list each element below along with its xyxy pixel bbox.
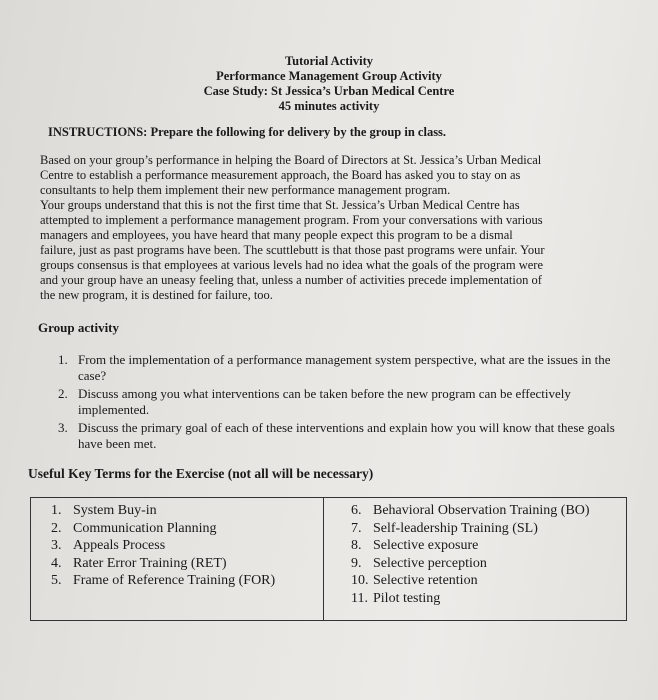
instructions-heading: INSTRUCTIONS: Prepare the following for delivery by the group in class.	[48, 125, 447, 139]
header-line-1: Tutorial Activity	[284, 54, 374, 68]
header-line-4: 45 minutes activity	[278, 99, 380, 113]
body-line: groups consensus is that employees at various levels had no idea what the goals of the program were	[40, 258, 543, 272]
body-line: the new program, it is destined for failure, too.	[40, 288, 273, 302]
term-number: 9.	[351, 555, 362, 571]
term-text: Rater Error Training (RET)	[73, 555, 227, 571]
term-number: 6.	[351, 503, 362, 518]
term-number: 7.	[351, 520, 362, 536]
body-line: Based on your group’s performance in helping the Board of Directors at St. Jessica’s Urban Medical	[40, 153, 542, 167]
group-activity-list	[58, 352, 618, 454]
header-line-2: Performance Management Group Activity	[216, 69, 442, 83]
body-line: Centre to establish a performance measurement approach, the Board has asked you to stay on as	[40, 168, 521, 182]
activity-text: From the implementation of a performance management system perspective, what are the issues in the case?	[78, 352, 611, 383]
term-number: 4.	[51, 555, 62, 571]
table-divider	[323, 498, 324, 620]
term-item	[351, 520, 590, 538]
term-text: Communication Planning	[73, 520, 217, 536]
term-number: 3.	[51, 538, 62, 553]
term-item	[51, 502, 275, 520]
key-terms-left-column	[51, 502, 275, 590]
term-text: Appeals Process	[73, 538, 166, 553]
term-number: 10.	[351, 573, 369, 588]
activity-number: 2.	[58, 386, 68, 401]
term-item	[51, 572, 275, 590]
activity-text: Discuss the primary goal of each of these interventions and explain how you will know that these goals have been met.	[78, 420, 615, 451]
body-line: managers and employees, you have heard that many people expect this program to be a dismal	[40, 228, 513, 242]
header-line-3: Case Study: St Jessica’s Urban Medical Centre	[203, 84, 455, 98]
term-number: 11.	[351, 590, 368, 606]
body-line: consultants to help them implement their new performance management program.	[40, 183, 451, 197]
term-item	[351, 537, 590, 555]
term-number: 2.	[51, 520, 62, 536]
term-text: Frame of Reference Training (FOR)	[73, 573, 276, 588]
case-description	[40, 153, 610, 303]
term-number: 5.	[51, 573, 62, 588]
group-activity-title: Group activity	[38, 320, 120, 335]
body-line: and your group have an uneasy feeling that, unless a number of activities precede implementation of	[40, 273, 542, 287]
activity-number: 3.	[58, 420, 68, 435]
activity-item	[58, 352, 618, 383]
key-terms-title: Useful Key Terms for the Exercise (not all will be necessary)	[28, 466, 374, 481]
term-text: Selective perception	[373, 555, 487, 571]
term-number: 8.	[351, 538, 362, 553]
term-item	[51, 537, 275, 555]
document-header	[0, 54, 658, 114]
term-item	[351, 590, 590, 608]
term-item	[351, 572, 590, 590]
term-text: Selective exposure	[373, 538, 479, 553]
term-text: Behavioral Observation Training (BO)	[373, 503, 590, 518]
term-text: Pilot testing	[373, 590, 441, 606]
activity-number: 1.	[58, 352, 68, 367]
term-text: Self-leadership Training (SL)	[373, 520, 538, 536]
term-item	[51, 555, 275, 573]
body-line: attempted to implement a performance management program. From your conversations with various	[40, 213, 543, 227]
term-item	[51, 520, 275, 538]
key-terms-table	[30, 497, 627, 621]
activity-item	[58, 386, 618, 417]
body-line: Your groups understand that this is not the first time that St. Jessica’s Urban Medical Centre has	[40, 198, 520, 212]
term-item	[351, 502, 590, 520]
term-number: 1.	[51, 503, 62, 518]
term-text: Selective retention	[373, 573, 478, 588]
activity-item	[58, 420, 618, 451]
key-terms-right-column	[351, 502, 590, 607]
term-item	[351, 555, 590, 573]
body-line: failure, just as past programs have been. The scuttlebutt is that those past programs were unfair. Your	[40, 243, 545, 257]
term-text: System Buy-in	[73, 503, 157, 518]
activity-text: Discuss among you what interventions can be taken before the new program can be effectively implemented.	[78, 386, 571, 417]
